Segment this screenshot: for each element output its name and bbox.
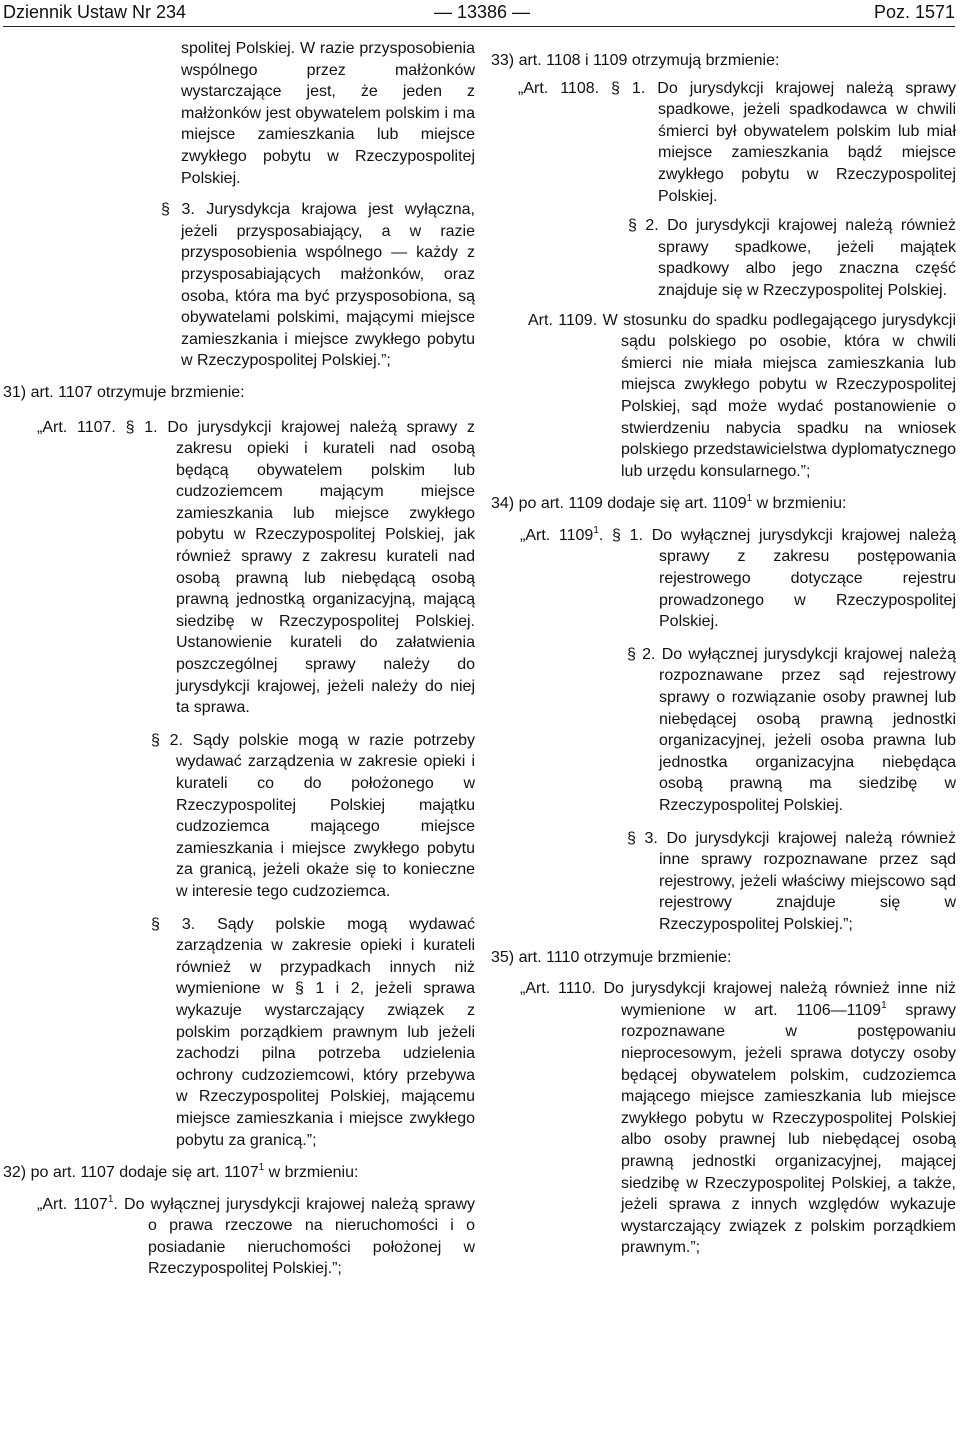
section-number: § 2. xyxy=(628,217,659,235)
article-heading: „Art. 1107 xyxy=(37,1195,108,1213)
section-3 xyxy=(161,199,475,372)
item-35: 35) art. 1110 otrzymuje brzmienie: xyxy=(491,948,732,966)
article-heading: „Art. 1108. § 1. xyxy=(518,79,646,97)
section-number: § 2. xyxy=(627,645,656,663)
article-heading: Art. 1109. xyxy=(528,311,598,329)
left-column xyxy=(3,38,475,1280)
section-text: Do jurysdykcji krajowej należą sprawy z zakresu opieki i kurateli nad osobą będącą obywatelem polskim lub cudzoziemcem mającym miejsce zamieszkania lub miejsce zwykłego pobytu w Rzeczypospolitej Polskiej, jak również sprawy z zakresu kurateli nad osobą prawną lub niebędącą osobą prawną jednostką organizacyjną, mającą siedzibę w Rzeczypospolitej Polskiej. Ustanowienie kurateli do załatwienia poszczególnej sprawy należy do jurysdykcji krajowej, jeżeli należy do niej ta sprawa. xyxy=(167,418,476,717)
section-text: Do jurysdykcji krajowej należą również sprawy spadkowe, jeżeli majątek spadkowy albo jego znaczna część znajduje się w Rzeczypospolitej Polskiej. xyxy=(658,217,956,299)
right-column xyxy=(491,50,956,1259)
article-1109-1-section-3 xyxy=(627,828,957,936)
section-text: Jurysdykcja krajowa jest wyłączna, jeżeli przysposabiający, a w razie przysposobienia wspólnego — każdy z przysposabiających małżonków, oraz osoba, która ma być przysposobiona, są obywatelami polskimi, mającymi miejsce zamieszkania i miejsce zwykłego pobytu w Rzeczypospolitej Polskiej.”; xyxy=(181,201,475,370)
section-text: Sądy polskie mogą w razie potrzeby wydawać zarządzenia w zakresie opieki i kurateli co do położonego w Rzeczypospolitej Polskiej majątku cudzoziemca mającego miejsce zamieszkania i miejsce zwykłego pobytu za granicą, jeżeli okaże się to konieczne w interesie tego cudzoziemca. xyxy=(176,731,476,900)
item-31: 31) art. 1107 otrzymuje brzmienie: xyxy=(3,383,245,401)
section-number: § 3. xyxy=(161,201,195,219)
item-32: 32) po art. 1107 dodaje się art. 1107$^1$ w brzmieniu: xyxy=(3,1162,359,1182)
journal-title: Dziennik Ustaw Nr 234 xyxy=(3,2,187,22)
section-text: Do jurysdykcji krajowej należą również inne sprawy rozpoznawane przez sąd rejestrowy, jeżeli właściwy miejscowo sąd rejestrowy znajduje się w Rzeczypospolitej Polskiej.”; xyxy=(659,829,957,933)
article-1107-1: „Art. 1107$^1$. Do wyłącznej jurysdykcji krajowej należą sprawy o prawa rzeczowe na nieruchomości i o posiadanie nieruchomości położonej w Rzeczypospolitej Polskiej.”; xyxy=(37,1193,476,1278)
section-text: Do wyłącznej jurysdykcji krajowej należą rozpoznawane przez sąd rejestrowy sprawy o rozwiązanie osoby prawnej lub niebędącej osobą prawną jednostki organizacyjnej, jeżeli osoba prawna lub jednostka organizacyjna niebędąca osobą prawną ma siedzibę w Rzeczypospolitej Polskiej. xyxy=(659,645,956,814)
section-number: § 3. xyxy=(627,829,658,847)
article-text: Do wyłącznej jurysdykcji krajowej należą sprawy o prawa rzeczowe na nieruchomości i o posiadanie nieruchomości położonej w Rzeczypospolitej Polskiej.”; xyxy=(124,1195,476,1278)
article-1109 xyxy=(528,310,957,483)
article-1110: „Art. 1110. Do jurysdykcji krajowej należą również inne niż wymienione w art. 1106—1109$^1$ sprawy rozpoznawane w postępowaniu nieprocesowym, jeżeli sprawa dotyczy osoby będącej obywatelem polskim, cudzoziemca mającego miejsce zamieszkania lub miejsce zwykłego pobytu w Rzeczypospolitej Polskiej albo osoby prawnej lub niebędącej osobą prawną jednostki organizacyjnej, mającej siedzibę w Rzeczypospolitej Polskiej, a także, jeżeli sprawa z innych względów wykazuje wystarczający związek z polskim porządkiem prawnym.”; xyxy=(520,980,956,1257)
page-header xyxy=(3,0,955,27)
article-1107-section-1 xyxy=(37,417,476,719)
article-heading: „Art. 1110. xyxy=(520,980,596,998)
paragraph-continuation: spolitej Polskiej. W razie przysposobienia wspólnego przez małżonków wystarczające jest, że jeden z małżonków jest obywatelem polskim i ma miejsce zamieszkania lub miejsce zwykłego pobytu w Rzeczypospolitej Polskiej. xyxy=(181,40,475,187)
page-number: — 13386 — xyxy=(434,2,531,22)
article-text: W stosunku do spadku podlegającego jurysdykcji sądu polskiego po osobie, która w chwili śmierci nie miała miejsca zamieszkania lub miejsca zwykłego pobytu w Rzeczypospolitej Polskiej, sąd może wydać postanowienie o stwierdzeniu nabycia spadku na wniosek polskiego przedstawicielstwa dyplomatycznego lub urzędu konsularnego.”; xyxy=(602,311,957,480)
article-1107-section-2 xyxy=(151,730,476,903)
section-text: Sądy polskie mogą wydawać zarządzenia w zakresie opieki i kurateli również w przypadkach innych niż wymienione w § 1 i 2, jeżeli sprawa wykazuje wystarczający związek z polskim porządkiem prawnym lub jeżeli zachodzi pilna potrzeba udzielenia ochrony cudzoziemcowi, który przebywa w Rzeczypospolitej Polskiej, mającemu miejsce zamieszkania i miejsce zwykłego pobytu za granicą.”; xyxy=(176,915,475,1149)
article-1108-section-2 xyxy=(628,215,956,301)
section-number: § 3. xyxy=(151,915,196,933)
item-34: 34) po art. 1109 dodaje się art. 1109$^1$ w brzmieniu: xyxy=(491,493,847,513)
article-1109-1-section-1: „Art. 1109$^1$. § 1. Do wyłącznej jurysdykcji krajowej należą sprawy z zakresu postępowania rejestrowego dotyczące rejestru prowadzonego w Rzeczypospolitej Polskiej. xyxy=(520,524,957,631)
section-number: § 2. xyxy=(151,731,183,749)
article-1107-section-3 xyxy=(151,914,475,1152)
article-heading: „Art. 1109 xyxy=(520,526,594,544)
section-text: Do jurysdykcji krajowej należą sprawy spadkowe, jeżeli spadkodawca w chwili śmierci był obywatelem polskim lub miał miejsce zamieszkania bądź miejsce zwykłego pobytu w Rzeczypospolitej Polskiej. xyxy=(657,79,956,205)
position-number: Poz. 1571 xyxy=(873,2,955,22)
article-1109-1-section-2 xyxy=(627,644,956,817)
item-33: 33) art. 1108 i 1109 otrzymują brzmienie: xyxy=(491,52,780,69)
section-text: Do wyłącznej jurysdykcji krajowej należą sprawy z zakresu postępowania rejestrowego dotyczące rejestru prowadzonego w Rzeczypospolitej Polskiej. xyxy=(651,526,957,631)
article-heading: „Art. 1107. § 1. xyxy=(37,418,158,436)
article-1108-section-1 xyxy=(518,78,956,208)
